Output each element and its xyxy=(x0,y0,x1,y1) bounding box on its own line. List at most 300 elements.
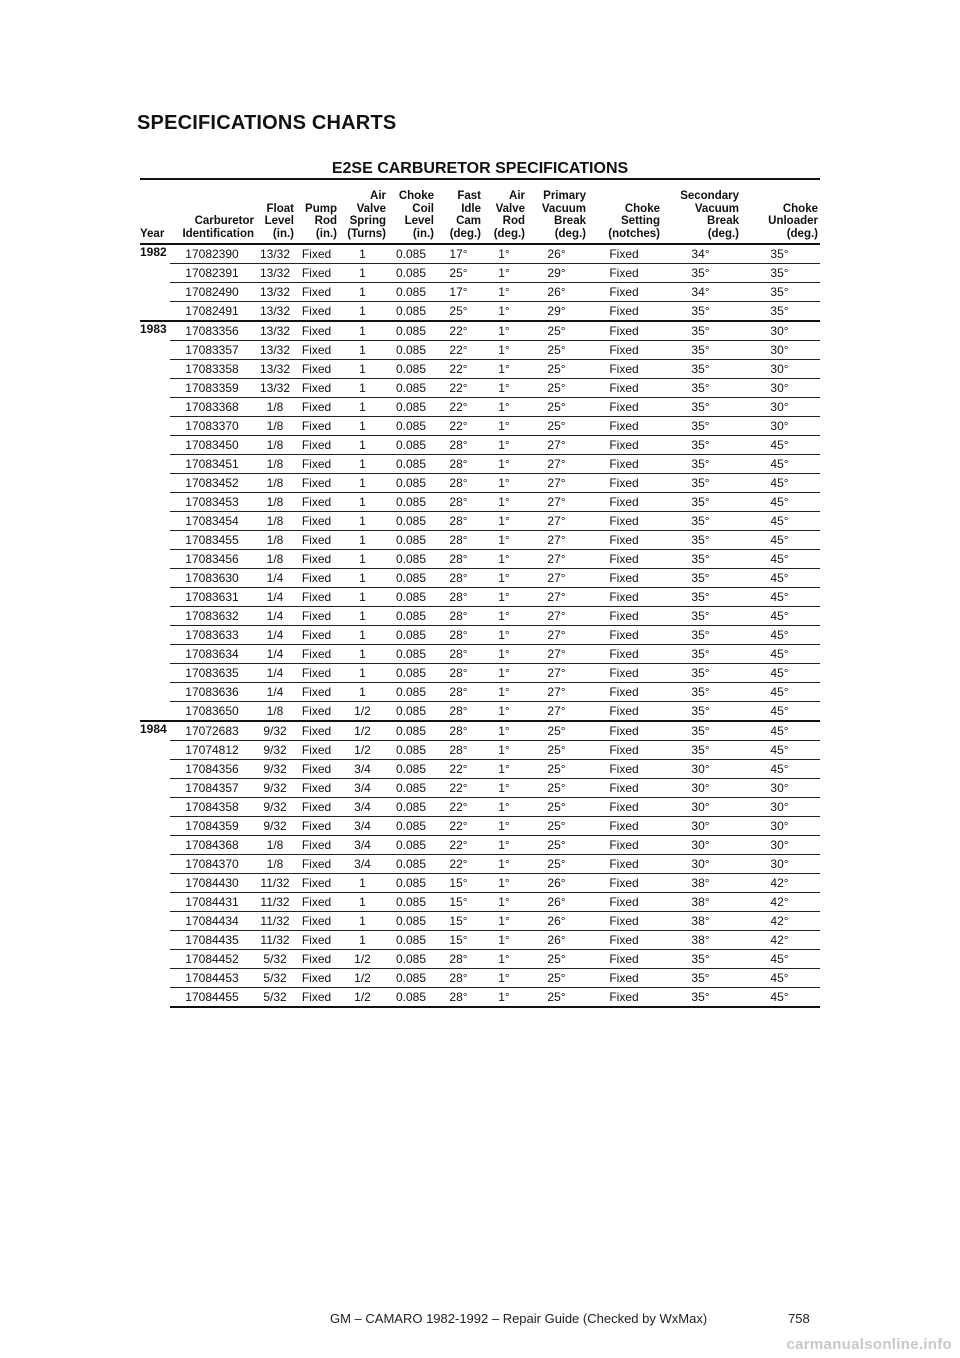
table-cell: 35° xyxy=(662,626,741,645)
table-cell: 15° xyxy=(436,893,483,912)
table-cell: 0.085 xyxy=(388,760,436,779)
table-cell: 22° xyxy=(436,760,483,779)
table-cell: 42° xyxy=(741,893,820,912)
table-row xyxy=(140,550,820,569)
table-cell: Fixed xyxy=(296,683,339,702)
table-cell: 17083650 xyxy=(170,702,256,722)
table-cell: 1° xyxy=(483,741,527,760)
table-row xyxy=(140,264,820,283)
table-cell: 17083631 xyxy=(170,588,256,607)
table-cell: 27° xyxy=(527,683,588,702)
table-cell: 1° xyxy=(483,645,527,664)
table-cell: Fixed xyxy=(588,341,662,360)
table-cell: 1/4 xyxy=(256,607,296,626)
table-cell: 17084368 xyxy=(170,836,256,855)
table-cell: 30° xyxy=(741,341,820,360)
table-cell: 45° xyxy=(741,683,820,702)
table-cell: 35° xyxy=(662,588,741,607)
table-cell: 27° xyxy=(527,512,588,531)
table-cell: 45° xyxy=(741,493,820,512)
table-row xyxy=(140,855,820,874)
table-cell: Fixed xyxy=(588,683,662,702)
table-cell: 1 xyxy=(339,664,388,683)
table-cell: 1 xyxy=(339,302,388,322)
table-cell: 9/32 xyxy=(256,779,296,798)
table-cell: 1 xyxy=(339,569,388,588)
table-row xyxy=(140,244,820,264)
table-cell: 17084370 xyxy=(170,855,256,874)
table-cell: 27° xyxy=(527,588,588,607)
table-cell: 3/4 xyxy=(339,855,388,874)
table-cell: 17084431 xyxy=(170,893,256,912)
table-cell: Fixed xyxy=(296,893,339,912)
table-cell: 45° xyxy=(741,760,820,779)
table-cell: 1 xyxy=(339,493,388,512)
table-cell: 28° xyxy=(436,702,483,722)
table-cell: 1 xyxy=(339,645,388,664)
table-cell: 30° xyxy=(741,321,820,341)
table-cell: Fixed xyxy=(296,550,339,569)
table-cell: 0.085 xyxy=(388,360,436,379)
table-cell: 0.085 xyxy=(388,683,436,702)
table-cell: 17083630 xyxy=(170,569,256,588)
page-number: 758 xyxy=(788,1311,810,1326)
table-cell: 17083356 xyxy=(170,321,256,341)
table-cell: 1 xyxy=(339,531,388,550)
table-cell: Fixed xyxy=(588,798,662,817)
table-cell: 35° xyxy=(662,550,741,569)
table-cell: Fixed xyxy=(588,474,662,493)
table-cell: 25° xyxy=(527,950,588,969)
column-header: Float Level (in.) xyxy=(256,179,296,244)
table-cell: 35° xyxy=(662,264,741,283)
table-cell: 5/32 xyxy=(256,969,296,988)
table-cell: 17083450 xyxy=(170,436,256,455)
table-cell: 1° xyxy=(483,702,527,722)
table-cell: 28° xyxy=(436,550,483,569)
table-row xyxy=(140,493,820,512)
table-cell: 25° xyxy=(527,379,588,398)
table-cell: 17084430 xyxy=(170,874,256,893)
table-cell: 17084358 xyxy=(170,798,256,817)
table-row xyxy=(140,360,820,379)
table-cell: 1° xyxy=(483,893,527,912)
table-cell: 27° xyxy=(527,531,588,550)
table-cell: 1 xyxy=(339,588,388,607)
table-cell: 17082391 xyxy=(170,264,256,283)
table-cell: 35° xyxy=(662,512,741,531)
table-cell: 1/8 xyxy=(256,855,296,874)
table-cell: 28° xyxy=(436,969,483,988)
table-cell: 1° xyxy=(483,341,527,360)
table-cell: 35° xyxy=(662,702,741,722)
table-cell: Fixed xyxy=(588,512,662,531)
table-cell: 11/32 xyxy=(256,893,296,912)
table-cell: Fixed xyxy=(588,417,662,436)
table-cell: 17083454 xyxy=(170,512,256,531)
column-header: Air Valve Spring (Turns) xyxy=(339,179,388,244)
table-cell: Fixed xyxy=(296,874,339,893)
table-cell: 13/32 xyxy=(256,264,296,283)
table-cell: 0.085 xyxy=(388,969,436,988)
table-cell: Fixed xyxy=(296,607,339,626)
table-cell: 35° xyxy=(662,645,741,664)
table-cell: 25° xyxy=(527,855,588,874)
table-cell: 1/2 xyxy=(339,702,388,722)
table-cell: 1 xyxy=(339,321,388,341)
table-cell: 22° xyxy=(436,321,483,341)
table-cell: Fixed xyxy=(588,455,662,474)
table-cell: 28° xyxy=(436,664,483,683)
table-cell: 3/4 xyxy=(339,817,388,836)
table-row xyxy=(140,588,820,607)
table-cell: 45° xyxy=(741,988,820,1008)
table-cell: 28° xyxy=(436,455,483,474)
table-cell: 17083452 xyxy=(170,474,256,493)
table-cell: 45° xyxy=(741,702,820,722)
table-cell: 1 xyxy=(339,912,388,931)
table-cell: 0.085 xyxy=(388,664,436,683)
table-cell: 27° xyxy=(527,664,588,683)
table-cell: 0.085 xyxy=(388,341,436,360)
table-cell: 1° xyxy=(483,779,527,798)
table-cell: 17082390 xyxy=(170,244,256,264)
table-cell: 1/8 xyxy=(256,436,296,455)
table-cell: 35° xyxy=(662,455,741,474)
table-cell: 1 xyxy=(339,607,388,626)
table-cell: 30° xyxy=(741,417,820,436)
table-row xyxy=(140,531,820,550)
table-cell: Fixed xyxy=(296,950,339,969)
table-cell: 17° xyxy=(436,283,483,302)
table-cell: Fixed xyxy=(296,531,339,550)
table-cell: 1 xyxy=(339,626,388,645)
table-cell: 1/4 xyxy=(256,683,296,702)
table-cell: 35° xyxy=(662,398,741,417)
table-cell: 0.085 xyxy=(388,493,436,512)
table-cell: 1/2 xyxy=(339,969,388,988)
table-cell: Fixed xyxy=(588,360,662,379)
table-cell: 1° xyxy=(483,264,527,283)
year-cell: 1982 xyxy=(140,245,167,259)
table-cell: 35° xyxy=(662,493,741,512)
table-cell: 30° xyxy=(741,360,820,379)
table-body xyxy=(140,244,820,1007)
table-cell: 1° xyxy=(483,531,527,550)
table-cell: 34° xyxy=(662,244,741,264)
table-cell: Fixed xyxy=(296,588,339,607)
table-cell: 17083359 xyxy=(170,379,256,398)
table-cell: 0.085 xyxy=(388,931,436,950)
table-cell: 22° xyxy=(436,779,483,798)
table-cell: Fixed xyxy=(296,702,339,722)
table-cell: 22° xyxy=(436,417,483,436)
table-cell: Fixed xyxy=(296,760,339,779)
table-cell: 17083357 xyxy=(170,341,256,360)
table-cell: 25° xyxy=(527,721,588,741)
table-cell: 30° xyxy=(662,836,741,855)
table-cell: 1° xyxy=(483,398,527,417)
table-cell: 1° xyxy=(483,931,527,950)
footer-text: GM – CAMARO 1982-1992 – Repair Guide (Checked by WxMax) xyxy=(330,1311,708,1326)
table-cell: 45° xyxy=(741,950,820,969)
table-cell: 45° xyxy=(741,607,820,626)
table-cell: 30° xyxy=(741,798,820,817)
table-cell: 1/4 xyxy=(256,664,296,683)
table-cell: Fixed xyxy=(296,417,339,436)
table-cell: 1° xyxy=(483,626,527,645)
table-cell: 0.085 xyxy=(388,283,436,302)
table-cell: 25° xyxy=(436,264,483,283)
table-cell: 35° xyxy=(662,474,741,493)
table-cell: 17084356 xyxy=(170,760,256,779)
table-cell: 1/8 xyxy=(256,531,296,550)
column-header: Primary Vacuum Break (deg.) xyxy=(527,179,588,244)
table-cell: 30° xyxy=(741,836,820,855)
table-cell: Fixed xyxy=(296,817,339,836)
table-cell: 0.085 xyxy=(388,550,436,569)
page-heading: SPECIFICATIONS CHARTS xyxy=(137,112,397,134)
table-cell: 17083368 xyxy=(170,398,256,417)
table-row xyxy=(140,760,820,779)
table-cell: 1° xyxy=(483,950,527,969)
table-cell: 0.085 xyxy=(388,474,436,493)
table-cell: Fixed xyxy=(296,836,339,855)
table-cell: 1° xyxy=(483,455,527,474)
table-cell: Fixed xyxy=(588,569,662,588)
table-cell: 1° xyxy=(483,817,527,836)
table-cell: Fixed xyxy=(588,626,662,645)
table-cell: 25° xyxy=(527,969,588,988)
table-cell: 1/8 xyxy=(256,550,296,569)
table-cell: 1 xyxy=(339,893,388,912)
table-cell: 27° xyxy=(527,569,588,588)
table-row xyxy=(140,969,820,988)
table-row xyxy=(140,988,820,1008)
table-row xyxy=(140,607,820,626)
table-row xyxy=(140,321,820,341)
table-row xyxy=(140,645,820,664)
table-cell: 45° xyxy=(741,645,820,664)
table-cell: 25° xyxy=(527,817,588,836)
table-cell: 28° xyxy=(436,645,483,664)
table-cell: 13/32 xyxy=(256,283,296,302)
table-cell: 1° xyxy=(483,512,527,531)
table-cell: 0.085 xyxy=(388,379,436,398)
table-cell: 0.085 xyxy=(388,817,436,836)
table-cell: 45° xyxy=(741,969,820,988)
table-cell: 13/32 xyxy=(256,341,296,360)
table-cell: 1/8 xyxy=(256,512,296,531)
table-cell: 25° xyxy=(527,798,588,817)
table-cell: 1/2 xyxy=(339,988,388,1008)
table-cell: 27° xyxy=(527,702,588,722)
table-cell: Fixed xyxy=(588,550,662,569)
table-cell: 3/4 xyxy=(339,760,388,779)
table-row xyxy=(140,798,820,817)
year-cell: 1983 xyxy=(140,321,170,721)
table-cell: 25° xyxy=(527,741,588,760)
table-row xyxy=(140,912,820,931)
table-title: E2SE CARBURETOR SPECIFICATIONS xyxy=(331,160,629,177)
table-cell: 1° xyxy=(483,760,527,779)
table-cell: 35° xyxy=(662,531,741,550)
table-cell: 1 xyxy=(339,512,388,531)
table-cell: Fixed xyxy=(296,341,339,360)
e2se-spec-table xyxy=(140,178,820,1008)
table-cell: Fixed xyxy=(296,626,339,645)
table-cell: Fixed xyxy=(296,664,339,683)
table-cell: Fixed xyxy=(296,302,339,322)
table-cell: 35° xyxy=(662,607,741,626)
table-cell: 17083635 xyxy=(170,664,256,683)
table-cell: Fixed xyxy=(296,474,339,493)
table-cell: 0.085 xyxy=(388,455,436,474)
table-cell: 45° xyxy=(741,626,820,645)
table-cell: 1/2 xyxy=(339,721,388,741)
table-cell: 28° xyxy=(436,588,483,607)
table-cell: 28° xyxy=(436,683,483,702)
table-cell: Fixed xyxy=(588,379,662,398)
table-cell: 1 xyxy=(339,398,388,417)
table-cell: 1° xyxy=(483,360,527,379)
column-header: Fast Idle Cam (deg.) xyxy=(436,179,483,244)
table-cell: Fixed xyxy=(296,244,339,264)
table-cell: 22° xyxy=(436,379,483,398)
table-cell: 1° xyxy=(483,855,527,874)
table-cell: 25° xyxy=(527,417,588,436)
table-cell: 1/4 xyxy=(256,588,296,607)
table-cell: 17083456 xyxy=(170,550,256,569)
table-cell: 38° xyxy=(662,931,741,950)
table-cell: Fixed xyxy=(588,950,662,969)
table-cell: 35° xyxy=(662,969,741,988)
table-row xyxy=(140,569,820,588)
table-cell: 28° xyxy=(436,988,483,1008)
table-cell: 1° xyxy=(483,550,527,569)
table-cell: 1 xyxy=(339,244,388,264)
table-cell: 17083358 xyxy=(170,360,256,379)
table-cell: 0.085 xyxy=(388,244,436,264)
table-cell: 26° xyxy=(527,893,588,912)
table-cell: Fixed xyxy=(588,645,662,664)
table-cell: 17082490 xyxy=(170,283,256,302)
header-row xyxy=(140,179,820,244)
table-cell: 34° xyxy=(662,283,741,302)
table-cell: 17083636 xyxy=(170,683,256,702)
table-cell: Fixed xyxy=(588,607,662,626)
table-cell: 17084452 xyxy=(170,950,256,969)
table-cell: 35° xyxy=(662,321,741,341)
table-cell: 27° xyxy=(527,455,588,474)
table-cell: Fixed xyxy=(588,588,662,607)
table-cell: 13/32 xyxy=(256,244,296,264)
table-cell: 0.085 xyxy=(388,607,436,626)
table-cell: 30° xyxy=(741,398,820,417)
table-cell: 1° xyxy=(483,302,527,322)
table-cell: 22° xyxy=(436,398,483,417)
table-cell: 17084434 xyxy=(170,912,256,931)
table-cell: 45° xyxy=(741,721,820,741)
table-cell: 0.085 xyxy=(388,874,436,893)
table-row xyxy=(140,931,820,950)
table-cell: 0.085 xyxy=(388,264,436,283)
table-cell: 3/4 xyxy=(339,798,388,817)
column-header: Year xyxy=(140,179,170,244)
table-cell: 1 xyxy=(339,283,388,302)
table-cell: Fixed xyxy=(588,855,662,874)
table-cell: 26° xyxy=(527,283,588,302)
table-cell: 1 xyxy=(339,550,388,569)
table-cell: 1 xyxy=(339,264,388,283)
table-cell: 30° xyxy=(741,817,820,836)
table-cell: 17083453 xyxy=(170,493,256,512)
table-cell: 28° xyxy=(436,512,483,531)
table-cell: 27° xyxy=(527,645,588,664)
table-cell: 1° xyxy=(483,283,527,302)
table-cell: 17083633 xyxy=(170,626,256,645)
table-cell: 28° xyxy=(436,531,483,550)
table-cell: 1° xyxy=(483,379,527,398)
table-cell: Fixed xyxy=(296,912,339,931)
table-cell: 26° xyxy=(527,874,588,893)
table-cell: 1° xyxy=(483,321,527,341)
table-cell: 1° xyxy=(483,988,527,1008)
table-row xyxy=(140,398,820,417)
table-cell: Fixed xyxy=(296,988,339,1008)
column-header: Carburetor Identification xyxy=(170,179,256,244)
table-cell: 25° xyxy=(527,360,588,379)
table-cell: 1° xyxy=(483,664,527,683)
table-cell: 42° xyxy=(741,912,820,931)
table-cell: 28° xyxy=(436,950,483,969)
table-cell: 17° xyxy=(436,244,483,264)
table-cell: 25° xyxy=(527,760,588,779)
table-cell: 17083370 xyxy=(170,417,256,436)
table-cell: 1 xyxy=(339,683,388,702)
table-row xyxy=(140,417,820,436)
table-cell: 9/32 xyxy=(256,760,296,779)
table-cell: 22° xyxy=(436,360,483,379)
watermark: carmanualsonline.info xyxy=(786,1336,952,1353)
table-cell: 25° xyxy=(527,836,588,855)
table-cell: 17084435 xyxy=(170,931,256,950)
table-cell: Fixed xyxy=(588,779,662,798)
table-cell: Fixed xyxy=(296,398,339,417)
table-cell: 13/32 xyxy=(256,302,296,322)
table-cell: 22° xyxy=(436,341,483,360)
table-header xyxy=(140,179,820,244)
table-cell: 0.085 xyxy=(388,836,436,855)
table-cell: 38° xyxy=(662,912,741,931)
table-cell: Fixed xyxy=(296,569,339,588)
table-cell: 1/8 xyxy=(256,493,296,512)
table-row xyxy=(140,455,820,474)
table-cell: 28° xyxy=(436,436,483,455)
table-cell: Fixed xyxy=(588,493,662,512)
table-cell: Fixed xyxy=(588,302,662,322)
table-cell: 35° xyxy=(662,741,741,760)
table-cell: Fixed xyxy=(588,283,662,302)
table-cell: 0.085 xyxy=(388,588,436,607)
table-cell: 1/8 xyxy=(256,702,296,722)
table-row xyxy=(140,626,820,645)
table-cell: 28° xyxy=(436,474,483,493)
table-cell: 27° xyxy=(527,550,588,569)
table-cell: 26° xyxy=(527,244,588,264)
table-cell: 35° xyxy=(662,360,741,379)
table-cell: 17084357 xyxy=(170,779,256,798)
